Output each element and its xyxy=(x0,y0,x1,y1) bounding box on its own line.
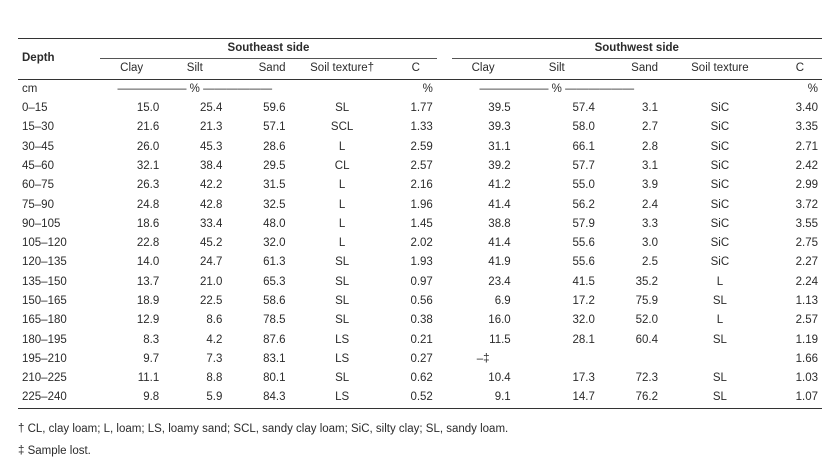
cell: 26.0 xyxy=(136,140,160,153)
cell: 210–225 xyxy=(22,372,67,385)
cell: 3.0 xyxy=(642,237,659,250)
cell: 1.93 xyxy=(410,256,433,269)
table-row xyxy=(18,388,822,408)
unit-row xyxy=(18,79,822,99)
cell: 56.2 xyxy=(572,198,595,211)
table-row xyxy=(18,330,822,349)
cell: 24.7 xyxy=(199,256,223,269)
cell: SiC xyxy=(710,256,730,269)
cell: 14.7 xyxy=(572,391,595,404)
cell: 1.07 xyxy=(795,391,818,404)
cell: 195–210 xyxy=(22,352,67,365)
cell: SiC xyxy=(710,217,730,230)
table-row xyxy=(18,157,822,176)
se-col-1: Silt xyxy=(186,62,203,75)
cell: 28.1 xyxy=(572,333,595,346)
soil-properties-table xyxy=(18,38,822,409)
table-row xyxy=(18,292,822,311)
cell: 3.1 xyxy=(642,102,659,115)
cell: 58.6 xyxy=(263,295,286,307)
cell: SL xyxy=(712,333,727,346)
cell: 1.66 xyxy=(795,352,818,365)
cell: L xyxy=(716,275,724,288)
cell: 45.3 xyxy=(199,140,223,153)
cell: 75–90 xyxy=(22,198,54,211)
cell: 2.7 xyxy=(642,121,659,134)
cell: 3.9 xyxy=(642,179,659,192)
cell: SiC xyxy=(710,198,730,211)
cell: 3.35 xyxy=(795,121,818,134)
cell: 6.9 xyxy=(494,295,511,307)
cell: 15–30 xyxy=(22,121,54,134)
cell: 76.2 xyxy=(635,391,659,404)
cell: 33.4 xyxy=(199,217,223,230)
cell: 66.1 xyxy=(572,140,595,153)
column-header-row xyxy=(18,59,822,79)
cell: 38.8 xyxy=(488,217,511,230)
table-row xyxy=(18,350,822,369)
cell: L xyxy=(716,314,724,327)
cell: 42.2 xyxy=(199,179,223,192)
southeast-c-unit: % xyxy=(422,82,433,95)
cell: 22.5 xyxy=(199,295,223,307)
cell: LS xyxy=(335,352,350,365)
table-row xyxy=(18,234,822,253)
southeast-header: Southeast side xyxy=(100,39,437,59)
cell: 2.24 xyxy=(795,275,818,288)
southwest-percent-unit: —————— % —————— xyxy=(479,82,635,95)
cell: 39.2 xyxy=(488,159,511,172)
cell: L xyxy=(338,179,346,192)
table-row xyxy=(18,311,822,330)
cell: 57.1 xyxy=(263,121,286,134)
cell: 35.2 xyxy=(635,275,659,288)
cell: 12.9 xyxy=(136,314,160,327)
cell: 78.5 xyxy=(263,314,286,327)
cell: 31.1 xyxy=(488,140,511,153)
cell: 0.27 xyxy=(410,352,433,365)
group-header-row xyxy=(18,39,822,59)
cell: 9.7 xyxy=(143,352,160,365)
table-row xyxy=(18,99,822,118)
cell: L xyxy=(338,217,346,230)
cell: 5.9 xyxy=(206,391,223,404)
cell: 75.9 xyxy=(635,295,659,307)
cell: 1.13 xyxy=(795,295,818,307)
cell: 2.27 xyxy=(795,256,818,269)
cell: 55.6 xyxy=(572,237,595,250)
sw-col-0: Clay xyxy=(471,62,495,75)
cell: 65.3 xyxy=(263,275,286,288)
cell: 60–75 xyxy=(22,179,54,192)
cell: 1.19 xyxy=(795,333,818,346)
cell: 2.4 xyxy=(642,198,659,211)
cell: 57.4 xyxy=(572,102,595,115)
cell: 9.8 xyxy=(143,391,160,404)
cell: 45–60 xyxy=(22,159,54,172)
cell: 0–15 xyxy=(22,102,48,115)
cell: SiC xyxy=(710,121,730,134)
cell: 16.0 xyxy=(488,314,511,327)
table-row xyxy=(18,176,822,195)
cell: SL xyxy=(335,295,350,307)
table-row xyxy=(18,215,822,234)
cell: 55.0 xyxy=(572,179,595,192)
cell: 32.1 xyxy=(136,159,160,172)
cell: 17.2 xyxy=(572,295,595,307)
cell: 120–135 xyxy=(22,256,67,269)
cell: SiC xyxy=(710,159,730,172)
cell: 21.3 xyxy=(199,121,223,134)
cell: 0.38 xyxy=(410,314,433,327)
cell: 31.5 xyxy=(263,179,286,192)
cell: –‡ xyxy=(476,352,490,365)
cell: 2.59 xyxy=(410,140,433,153)
se-col-0: Clay xyxy=(120,62,144,75)
cell: 2.02 xyxy=(410,237,433,250)
cell: 41.5 xyxy=(572,275,595,288)
cell: 1.33 xyxy=(410,121,433,134)
sw-col-2: Sand xyxy=(631,62,659,75)
se-col-2: Sand xyxy=(258,62,286,75)
cell: 3.1 xyxy=(642,159,659,172)
cell: SL xyxy=(712,372,727,385)
cell: SiC xyxy=(710,140,730,153)
cell xyxy=(515,350,599,369)
cell: 3.40 xyxy=(795,102,818,115)
cell: 0.21 xyxy=(410,333,433,346)
cell: 2.57 xyxy=(795,314,818,327)
sw-col-4: C xyxy=(795,62,805,75)
cell: 1.45 xyxy=(410,217,433,230)
cell xyxy=(599,350,662,369)
cell: 0.97 xyxy=(410,275,433,288)
cell: 8.8 xyxy=(206,372,223,385)
cell: 2.42 xyxy=(795,159,818,172)
cell: 18.6 xyxy=(136,217,160,230)
cell: 55.6 xyxy=(572,256,595,269)
southwest-header: Southwest side xyxy=(452,39,822,59)
cell: 84.3 xyxy=(263,391,286,404)
cell: 9.1 xyxy=(494,391,511,404)
cell: L xyxy=(338,140,346,153)
cell xyxy=(662,350,778,369)
cell: 32.0 xyxy=(263,237,286,250)
cell: 57.9 xyxy=(572,217,595,230)
cell: 0.56 xyxy=(410,295,433,307)
cell: SL xyxy=(335,314,350,327)
depth-unit: cm xyxy=(22,82,38,95)
cell: 2.57 xyxy=(410,159,433,172)
footnote-texture: † CL, clay loam; L, loam; LS, loamy sand; SCL, sandy clay loam; SiC, silty clay; SL, sandy loam. xyxy=(18,423,509,435)
cell: 72.3 xyxy=(635,372,659,385)
cell: 2.71 xyxy=(795,140,818,153)
cell: 2.5 xyxy=(642,256,659,269)
southeast-percent-unit: —————— % —————— xyxy=(117,82,273,95)
cell: L xyxy=(338,198,346,211)
cell: 83.1 xyxy=(263,352,286,365)
depth-header: Depth xyxy=(22,52,55,65)
cell: 80.1 xyxy=(263,372,286,385)
cell: 135–150 xyxy=(22,275,67,288)
cell: 225–240 xyxy=(22,391,67,404)
cell: 2.99 xyxy=(795,179,818,192)
cell: 11.1 xyxy=(137,372,160,385)
cell: 3.3 xyxy=(642,217,659,230)
cell: 14.0 xyxy=(136,256,160,269)
cell: SiC xyxy=(710,179,730,192)
cell: 32.5 xyxy=(263,198,286,211)
table-row xyxy=(18,369,822,388)
cell: 3.72 xyxy=(795,198,818,211)
cell: 60.4 xyxy=(635,333,659,346)
cell: 17.3 xyxy=(572,372,595,385)
cell: 41.2 xyxy=(488,179,511,192)
cell: SCL xyxy=(330,121,354,134)
cell: SiC xyxy=(710,102,730,115)
cell: 41.9 xyxy=(488,256,511,269)
cell: LS xyxy=(335,391,350,404)
table-row xyxy=(18,118,822,137)
table-body xyxy=(18,79,822,408)
footnotes xyxy=(18,418,508,462)
cell: 25.4 xyxy=(199,102,223,115)
cell: 45.2 xyxy=(199,237,223,250)
table-row xyxy=(18,195,822,214)
cell: 0.52 xyxy=(410,391,433,404)
cell: L xyxy=(338,237,346,250)
cell: SL xyxy=(712,391,727,404)
cell: 59.6 xyxy=(263,102,286,115)
cell: 1.96 xyxy=(410,198,433,211)
cell: SL xyxy=(335,372,350,385)
cell: 15.0 xyxy=(136,102,160,115)
cell: 32.0 xyxy=(572,314,595,327)
table-row xyxy=(18,137,822,156)
cell: 0.62 xyxy=(410,372,433,385)
cell: 7.3 xyxy=(206,352,223,365)
cell: 39.3 xyxy=(488,121,511,134)
cell: LS xyxy=(335,333,350,346)
cell: 150–165 xyxy=(22,295,67,307)
cell: SiC xyxy=(710,237,730,250)
cell: 105–120 xyxy=(22,237,67,250)
cell: 3.55 xyxy=(795,217,818,230)
cell: CL xyxy=(334,159,350,172)
southwest-c-unit: % xyxy=(807,82,818,95)
cell: 38.4 xyxy=(199,159,223,172)
cell: 87.6 xyxy=(263,333,286,346)
table-row xyxy=(18,253,822,272)
cell: 42.8 xyxy=(199,198,223,211)
se-col-4: C xyxy=(411,62,420,75)
cell: 39.5 xyxy=(488,102,511,115)
table-row xyxy=(18,273,822,292)
cell: 52.0 xyxy=(635,314,659,327)
cell: 1.77 xyxy=(410,102,433,115)
cell: 4.2 xyxy=(206,333,223,346)
sw-col-3: Soil texture xyxy=(691,62,749,75)
cell: 90–105 xyxy=(22,217,61,230)
cell: 10.4 xyxy=(488,372,511,385)
cell: 23.4 xyxy=(488,275,511,288)
cell: 48.0 xyxy=(263,217,286,230)
cell: 28.6 xyxy=(263,140,286,153)
cell: 24.8 xyxy=(136,198,160,211)
cell: 58.0 xyxy=(572,121,595,134)
cell: 2.75 xyxy=(795,237,818,250)
cell: 61.3 xyxy=(263,256,286,269)
cell: 26.3 xyxy=(136,179,160,192)
cell: 41.4 xyxy=(488,198,511,211)
cell: 165–180 xyxy=(22,314,67,327)
cell: 8.3 xyxy=(143,333,160,346)
cell: 1.03 xyxy=(795,372,818,385)
cell: SL xyxy=(335,275,350,288)
cell: 22.8 xyxy=(136,237,160,250)
cell: 29.5 xyxy=(263,159,286,172)
cell: 180–195 xyxy=(22,333,67,346)
cell: 11.5 xyxy=(489,333,511,346)
se-col-3: Soil texture† xyxy=(310,62,375,75)
cell: 2.16 xyxy=(410,179,433,192)
cell: 41.4 xyxy=(488,237,511,250)
cell: 21.6 xyxy=(136,121,160,134)
cell: 21.0 xyxy=(199,275,223,288)
footnote-sample-lost: ‡ Sample lost. xyxy=(18,445,91,457)
cell: 13.7 xyxy=(136,275,160,288)
cell: 2.8 xyxy=(642,140,659,153)
cell: SL xyxy=(335,256,350,269)
sw-col-1: Silt xyxy=(548,62,565,75)
cell: 57.7 xyxy=(572,159,595,172)
cell: SL xyxy=(335,102,350,115)
cell: 18.9 xyxy=(136,295,160,307)
cell: 30–45 xyxy=(22,140,54,153)
cell: 8.6 xyxy=(206,314,223,327)
cell: SL xyxy=(712,295,727,307)
